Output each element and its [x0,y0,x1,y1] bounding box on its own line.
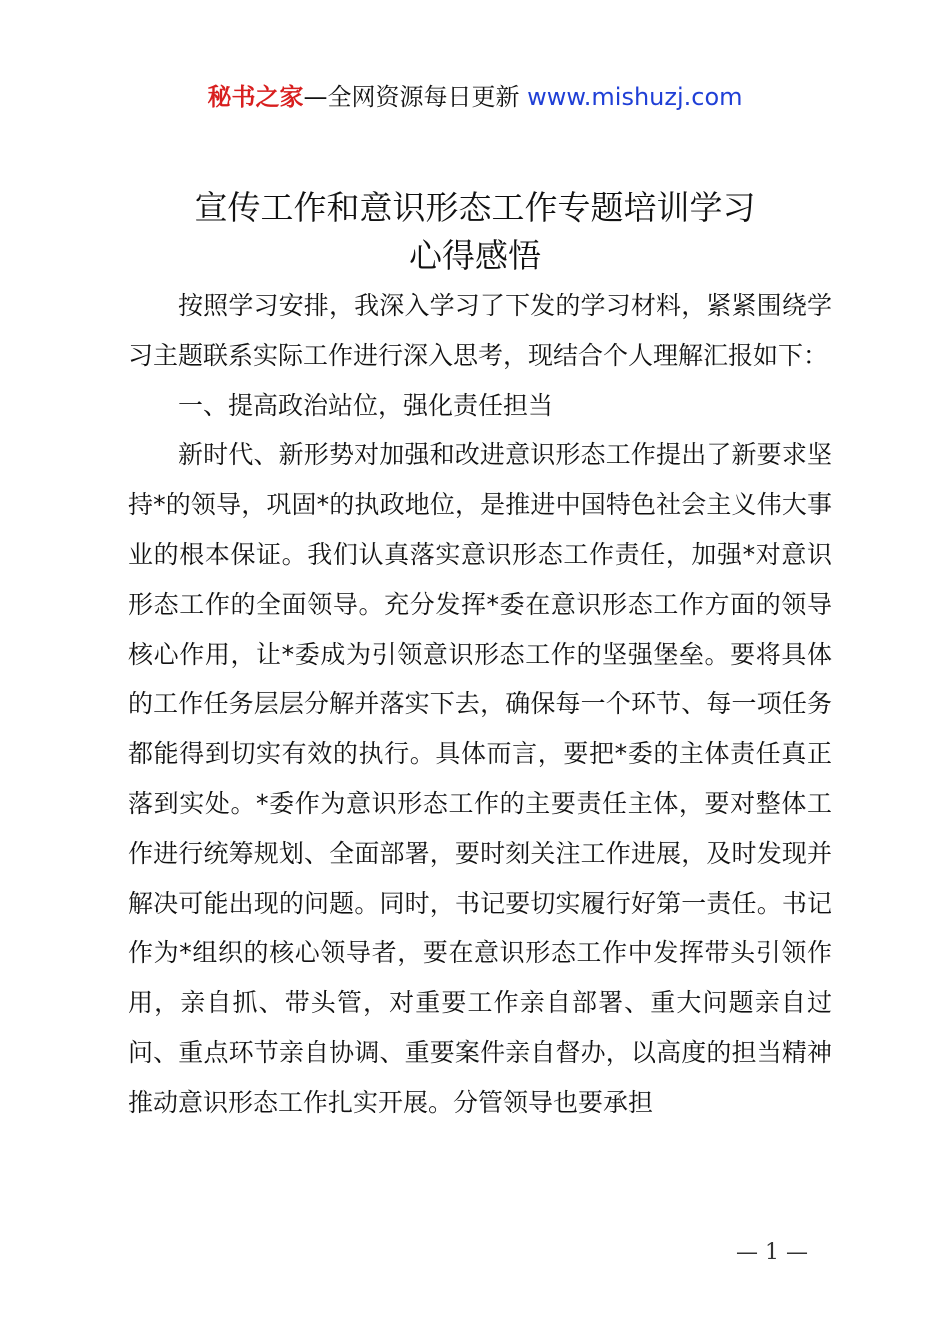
brand-name: 秘书之家 [207,83,304,111]
document-title-line-1: 宣传工作和意识形态工作专题培训学习 [194,188,756,227]
document-title [0,184,950,280]
site-url-link[interactable]: www.mishuzj.com [527,83,743,111]
header-tagline: —全网资源每日更新 [303,83,528,111]
document-title-line-2: 心得感悟 [409,236,541,275]
section-heading: 一、提高政治站位，强化责任担当 [178,390,554,420]
body-paragraph: 新时代、新形势对加强和改进意识形态工作提出了新要求坚持*的领导，巩固*的执政地位，是推进中国特色社会主义伟大事业的根本保证。我们认真落实意识形态工作责任，加强*对意识形态工作的全面领导。充分发挥*委在意识形态工作方面的领导核心作用，让*委成为引领意识形态工作的坚强堡垒。要将具体的工作任务层层分解并落实下去，确保每一个环节、每一项任务都能得到切实有效的执行。具体而言，要把*委的主体责任真正落到实处。*委作为意识形态工作的主要责任主体，要对整体工作进行统筹规划、全面部署，要时刻关注工作进展，及时发现并解决可能出现的问题。同时，书记要切实履行好第一责任。书记作为*组织的核心领导者，要在意识形态工作中发挥带头引领作用，亲自抓、带头管，对重要工作亲自部署、重大问题亲自过问、重点环节亲自协调、重要案件亲自督办，以高度的担当精神推动意识形态工作扎实开展。分管领导也要承担 [128,440,832,1117]
page-number: — 1 — [736,1240,808,1265]
intro-paragraph: 按照学习安排，我深入学习了下发的学习材料，紧紧围绕学习主题联系实际工作进行深入思考，现结合个人理解汇报如下： [128,291,832,370]
site-header [0,80,950,114]
document-body [128,281,832,1128]
